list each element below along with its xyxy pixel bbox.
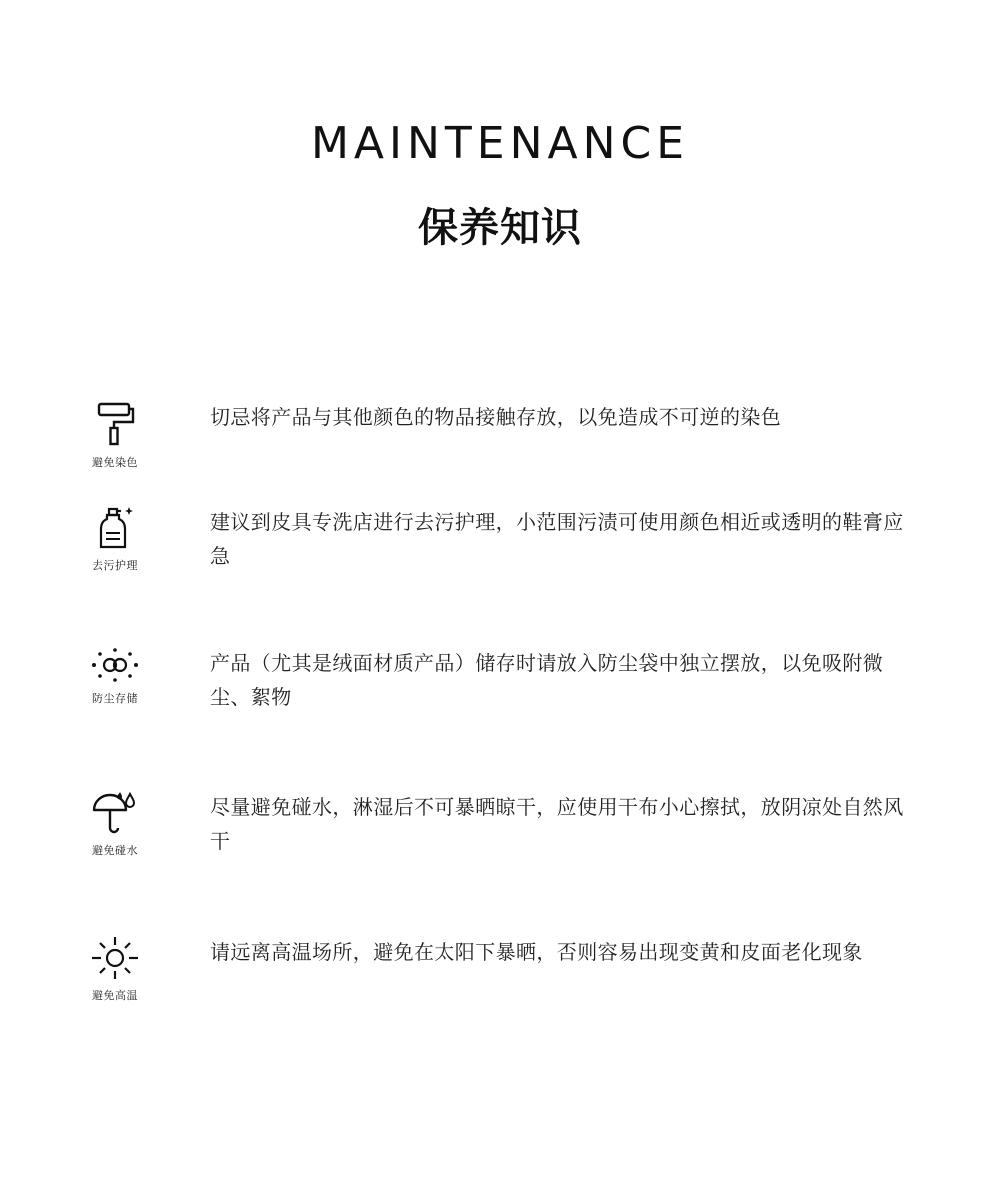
care-icon-block: [80, 935, 150, 1003]
dust-icon: [90, 646, 140, 684]
page-title-cn: 保养知识: [418, 205, 582, 251]
care-description: 建议到皮具专洗店进行去污护理，小范围污渍可使用颜色相近或透明的鞋膏应急: [210, 510, 904, 568]
care-icon-label: 避免高温: [92, 989, 138, 1002]
care-icon-label: 去污护理: [92, 559, 138, 572]
care-icon-label: 避免染色: [92, 456, 138, 469]
spray-bottle-icon: [93, 505, 137, 551]
care-description: 请远离高温场所，避免在太阳下暴晒，否则容易出现变黄和皮面老化现象: [210, 940, 863, 964]
care-icon-block: [80, 505, 150, 573]
care-description: 产品（尤其是绒面材质产品）储存时请放入防尘袋中独立摆放，以免吸附微尘、絮物: [210, 651, 884, 709]
page-title-en: MAINTENANCE: [310, 118, 690, 169]
care-icon-block: [80, 790, 150, 858]
care-icon-label: 避免碰水: [92, 844, 138, 857]
care-icon-block: [80, 400, 150, 470]
care-description: 切忌将产品与其他颜色的物品接触存放，以免造成不可逆的染色: [210, 405, 782, 429]
care-icon-label: 防尘存储: [92, 692, 138, 705]
umbrella-icon: [90, 790, 140, 836]
care-icon-block: [80, 646, 150, 706]
sun-icon: [90, 935, 140, 981]
paint-roller-icon: [93, 400, 137, 448]
care-description: 尽量避免碰水，淋湿后不可暴晒晾干，应使用干布小心擦拭，放阴凉处自然风干: [210, 795, 904, 853]
